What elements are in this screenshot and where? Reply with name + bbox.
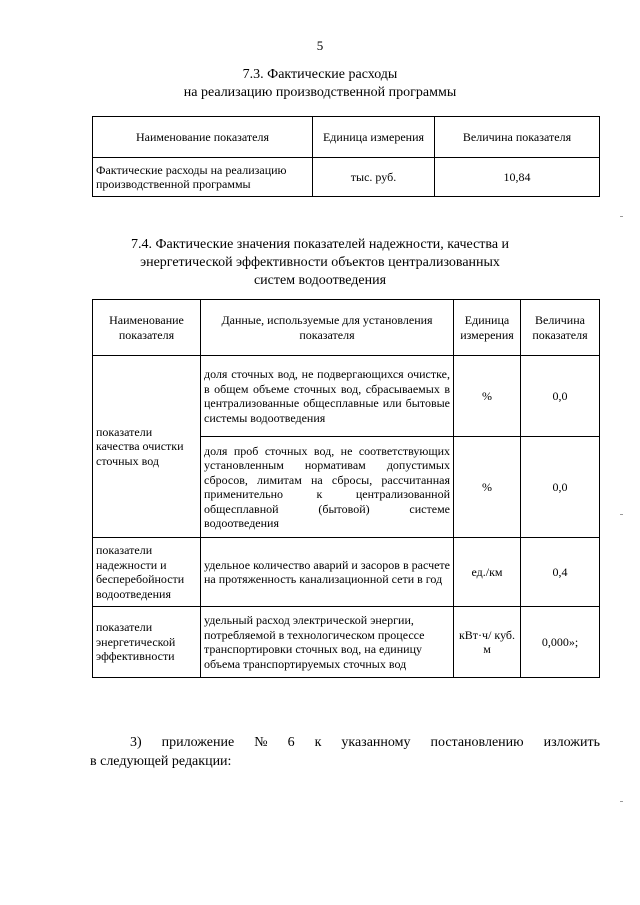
word: указанному	[341, 735, 411, 750]
section-7-3-title-line2: на реализацию производственной программы	[183, 85, 457, 100]
row-data: доля сточных вод, не подвергающихся очистке, в общем объеме сточных вод, сбрасываемых в централизованные общесплавные или бытовые системы водоотведения	[201, 356, 454, 437]
table-row	[93, 607, 600, 678]
paragraph-line1	[90, 733, 600, 752]
section-7-4-title-line3: систем водоотведения	[253, 273, 387, 288]
word: изложить	[543, 735, 600, 750]
row-unit: кВт·ч/ куб. м	[454, 607, 521, 678]
paragraph-line2: в следующей редакции:	[90, 754, 232, 769]
group-name-reliability: показатели надежности и бесперебойности водоотведения	[93, 538, 201, 607]
table-row	[93, 538, 600, 607]
group-name-quality: показатели качества очистки сточных вод	[93, 356, 201, 538]
row-value: 10,84	[435, 158, 600, 197]
word: к	[314, 735, 322, 750]
row-value: 0,4	[521, 538, 600, 607]
scan-mark	[620, 514, 623, 515]
row-unit: %	[454, 356, 521, 437]
row-data: удельный расход электрической энергии, потребляемой в технологическом процессе транспортировки сточных вод, на единицу объема транспортируемых сточных вод	[201, 607, 454, 678]
row-value: 0,0	[521, 356, 600, 437]
header-cell-data: Данные, используемые для установления показателя	[201, 300, 454, 356]
word: №	[254, 735, 268, 750]
scan-mark	[620, 216, 623, 217]
row-data: доля проб сточных вод, не соответствующих установленным нормативам допустимых сбросов, лимитам на сбросы, рассчитанная применительно к централизованной общесплавной (бытовой) системе водоотведения	[201, 437, 454, 538]
row-value: 0,0	[521, 437, 600, 538]
header-cell-value: Величина показателя	[435, 117, 600, 158]
word: 6	[287, 735, 295, 750]
body-paragraph	[90, 733, 600, 771]
header-cell-unit: Единица измерения	[313, 117, 435, 158]
header-cell-name: Наименование показателя	[93, 117, 313, 158]
group-name-energy: показатели энергетической эффективности	[93, 607, 201, 678]
table-header-row	[93, 117, 600, 158]
table-row	[93, 356, 600, 437]
header-cell-unit: Единица измерения	[454, 300, 521, 356]
header-cell-value: Величина показателя	[521, 300, 600, 356]
expenses-table	[92, 116, 600, 197]
section-7-3-title-line1: 7.3. Фактические расходы	[242, 67, 398, 82]
indicators-table	[92, 299, 600, 678]
header-cell-name: Наименование показателя	[93, 300, 201, 356]
row-unit: ед./км	[454, 538, 521, 607]
section-7-4-title-line2: энергетической эффективности объектов централизованных	[140, 255, 500, 270]
page-number: 5	[316, 38, 324, 53]
row-data: удельное количество аварий и засоров в расчете на протяженность канализационной сети в год	[201, 538, 454, 607]
table-row	[93, 158, 600, 197]
row-unit: %	[454, 437, 521, 538]
table-header-row	[93, 300, 600, 356]
word: 3)	[130, 735, 142, 750]
section-7-4-heading	[0, 236, 640, 290]
row-value: 0,000»;	[521, 607, 600, 678]
word: приложение	[161, 735, 235, 750]
section-7-4-title-line1: 7.4. Фактические значения показателей надежности, качества и	[130, 237, 510, 252]
word: постановлению	[430, 735, 524, 750]
scan-mark	[620, 801, 623, 802]
row-unit: тыс. руб.	[313, 158, 435, 197]
row-name: Фактические расходы на реализацию производственной программы	[93, 158, 313, 197]
section-7-3-heading	[0, 66, 640, 102]
